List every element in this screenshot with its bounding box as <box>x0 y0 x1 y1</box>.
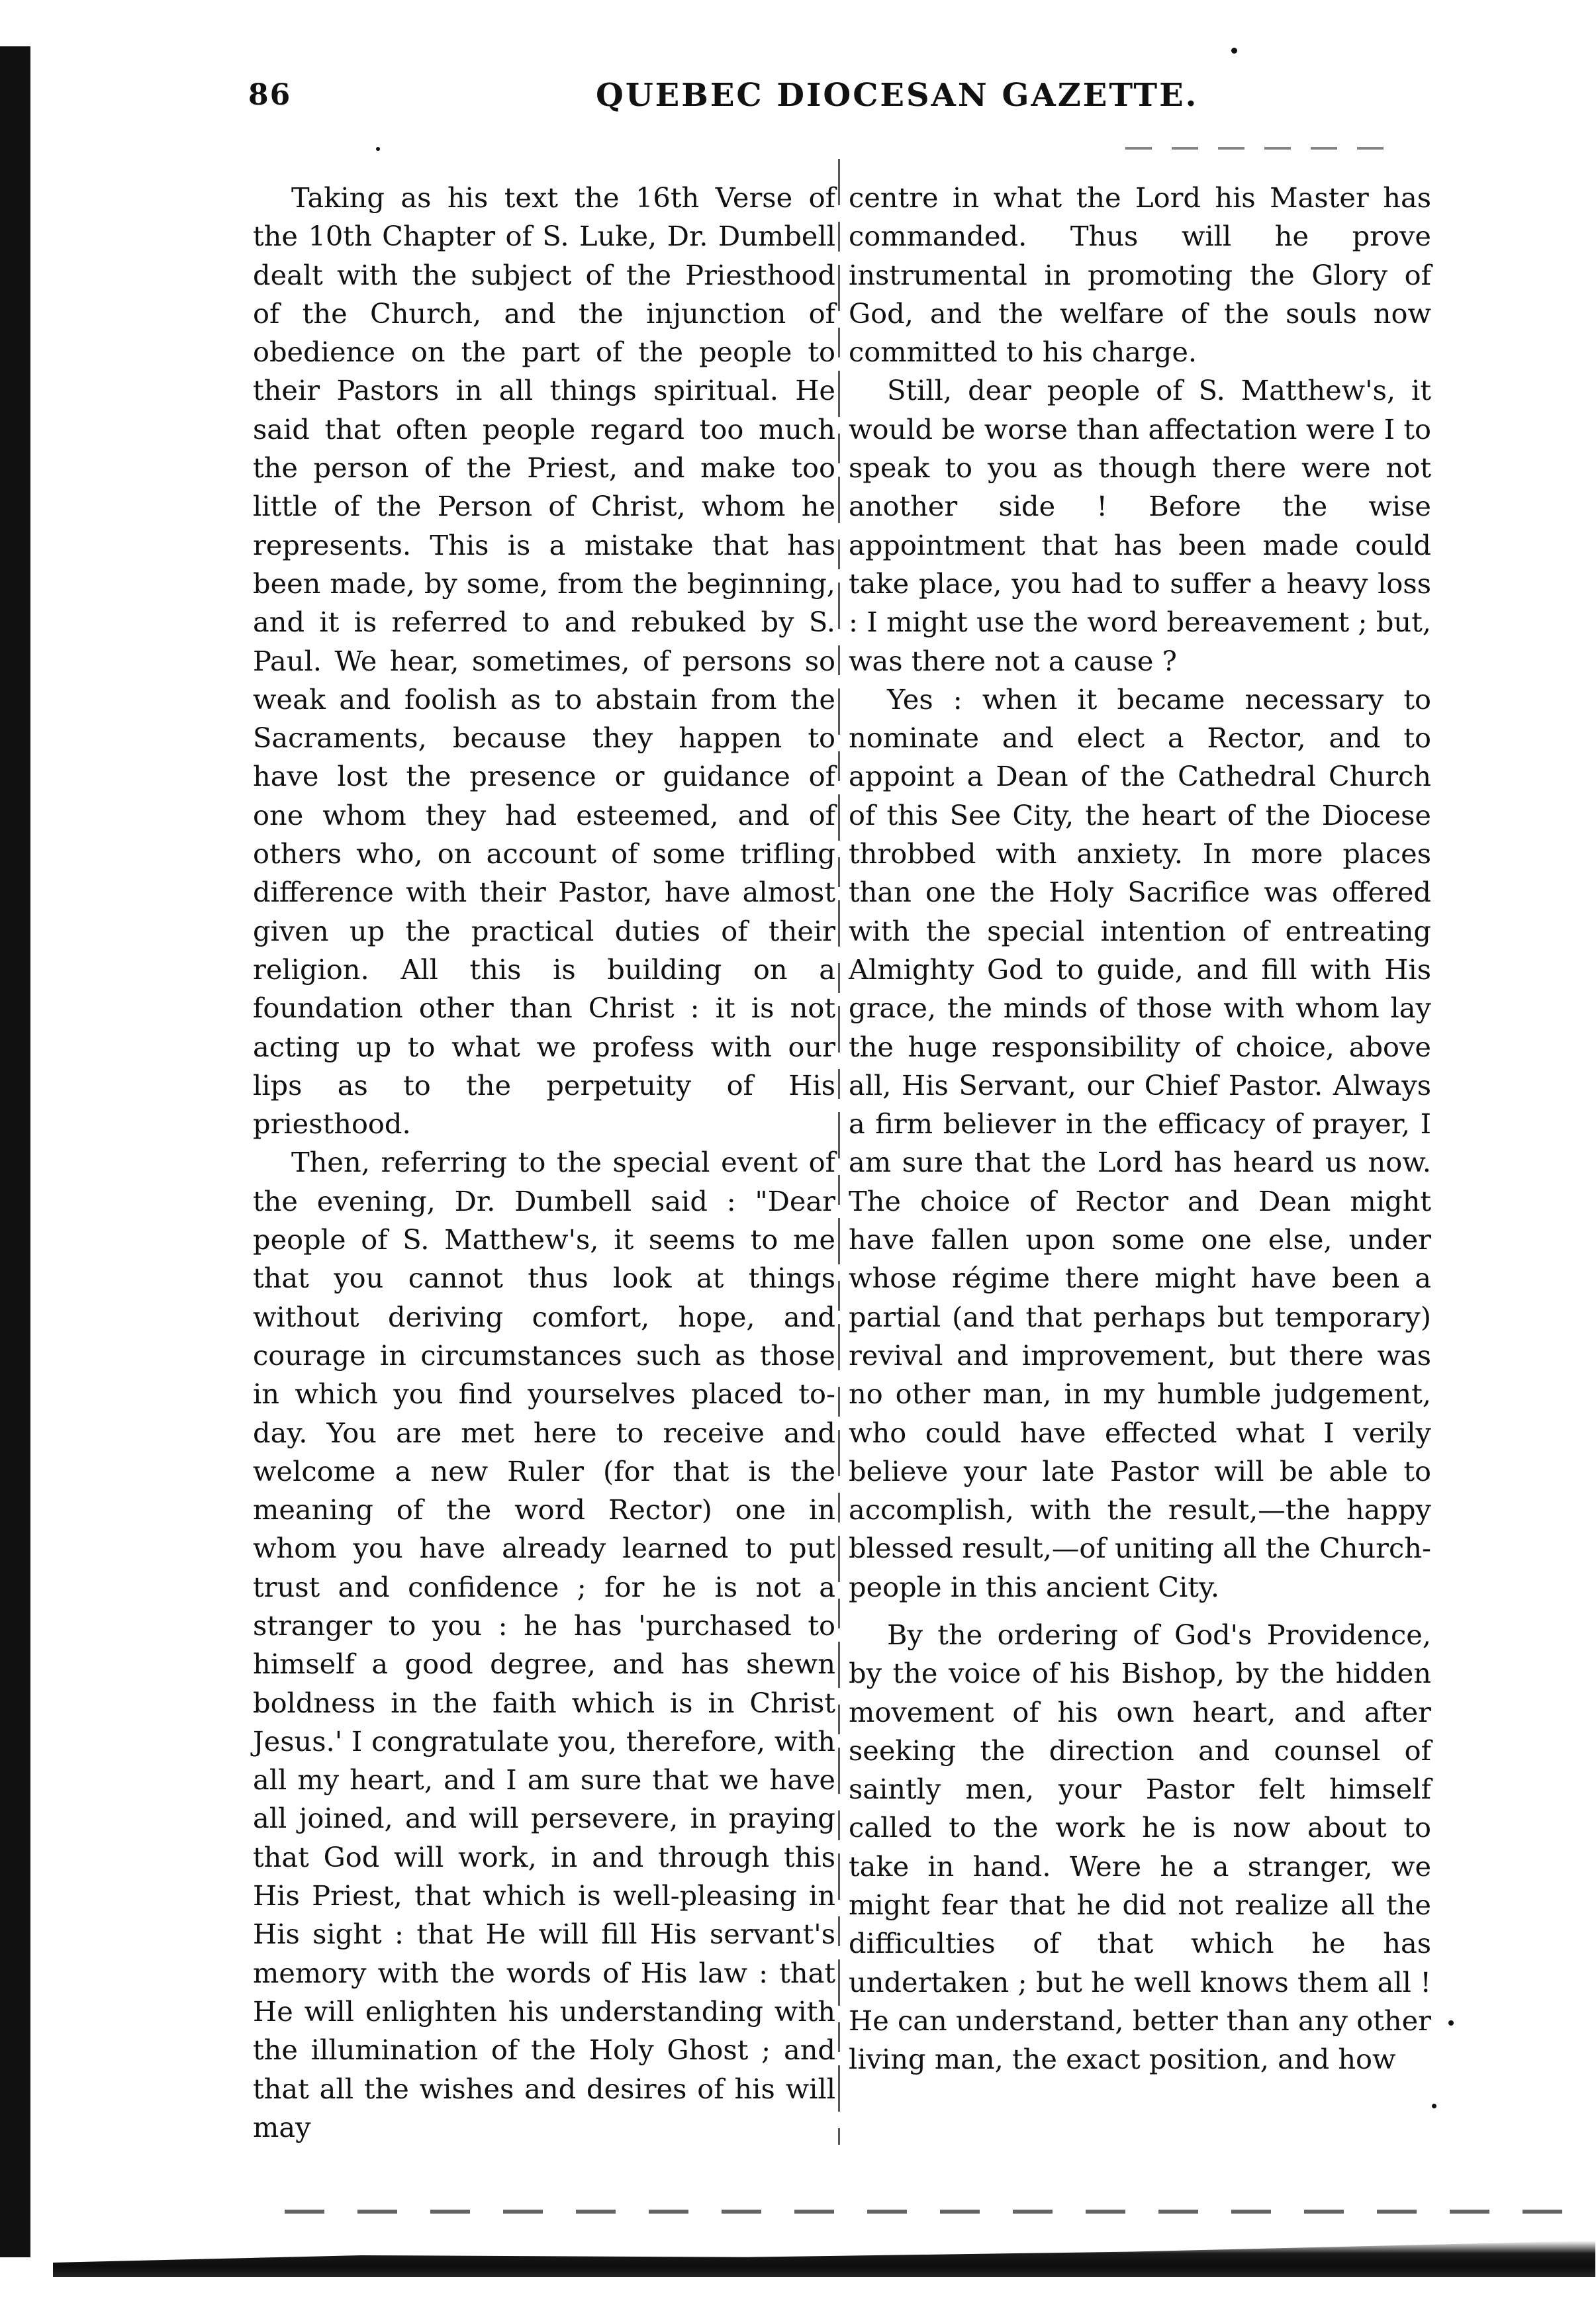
paragraph: centre in what the Lord his Master has commanded. Thus will he prove instrumental in promoting the Glory of God, and the welfare of the souls now committed to his charge. <box>849 181 1431 369</box>
paragraph: Yes : when it became necessary to nominate and elect a Rector, and to appoint a Dean of the Cathedral Church of this See City, the heart of the Diocese throbbed with anxiety. In more places than one the Holy Sacrifice was offered with the special intention of entreating Almighty God to guide, and fill with His grace, the minds of those with whom lay the huge responsibility of choice, above all, His Servant, our Chief Pastor. Always a firm believer in the efficacy of prayer, I am sure that the Lord has heard us now. The choice of Rector and Dean might have fallen upon some one else, under whose régime there might have been a partial (and that perhaps but temporary) revival and improvement, but there was no other man, in my humble judgement, who could have effected what I verily believe your late Pastor will be able to accomplish, with the result,—the happy blessed result,—of uniting all the Church-people in this ancient City. <box>849 682 1431 1603</box>
left-column <box>253 179 835 2147</box>
scan-speck <box>1448 2020 1454 2026</box>
running-head-title: QUEBEC DIOCESAN GAZETTE. <box>596 77 1199 114</box>
paragraph: Taking as his text the 16th Verse of the 10th Chapter of S. Luke, Dr. Dumbell dealt with the subject of the Priesthood of the Church, and the injunction of obedience on the part of the people to their Pastors in all things spiritual. He said that often people regard too much the person of the Priest, and make too little of the Person of Christ, whom he represents. This is a mistake that has been made, by some, from the beginning, and it is referred to and rebuked by S. Paul. We hear, sometimes, of persons so weak and foolish as to abstain from the Sacraments, because they happen to have lost the presence or guidance of one whom they had esteemed, and of others who, on account of some trifling difference with their Pastor, have almost given up the practical duties of their religion. All this is building on a foundation other than Christ : it is not acting up to what we profess with our lips as to the perpetuity of His priesthood. <box>253 181 835 1141</box>
right-column <box>849 179 1431 2079</box>
scan-speck <box>1231 48 1237 54</box>
header-rule-fragment <box>1125 147 1403 150</box>
scan-speck <box>1432 2104 1436 2108</box>
column-divider <box>838 159 840 2145</box>
scan-bottom-smear <box>53 2241 1595 2277</box>
page-number: 86 <box>248 78 292 112</box>
paragraph: Then, referring to the special event of the evening, Dr. Dumbell said : "Dear people of S. Matthew's, it seems to me that you cannot thus look at things without deriving comfort, hope, and courage in circumstances such as those in which you find yourselves placed to-day. You are met here to receive and welcome a new Ruler (for that is the meaning of the word Rector) one in whom you have already learned to put trust and confidence ; for he is not a stranger to you : he has 'purchased to himself a good degree, and has shewn boldness in the faith which is in Christ Jesus.' I congratulate you, therefore, with all my heart, and I am sure that we have all joined, and will persevere, in praying that God will work, in and through this His Priest, that which is well-pleasing in His sight : that He will fill His servant's memory with the words of His law : that He will enlighten his understanding with the illumination of the Holy Ghost ; and that all the wishes and desires of his will may <box>253 1146 835 2143</box>
paragraph: Still, dear people of S. Matthew's, it would be worse than affectation were I to speak to you as though there were not another side ! Before the wise appointment that has been made could take place, you had to suffer a heavy loss : I might use the word bereavement ; but, was there not a cause ? <box>849 374 1431 677</box>
scan-edge-shadow <box>0 46 30 2257</box>
footer-rule-fragment <box>285 2210 1582 2214</box>
paragraph: By the ordering of God's Providence, by the voice of his Bishop, by the hidden movement of his own heart, and after seeking the direction and counsel of saintly men, your Pastor felt himself called to the work he is now about to take in hand. Were he a stranger, we might fear that he did not realize all the difficulties of that which he has undertaken ; but he well knows them all ! He can understand, better than any other living man, the exact position, and how <box>849 1618 1431 2076</box>
scan-speck <box>376 147 380 151</box>
